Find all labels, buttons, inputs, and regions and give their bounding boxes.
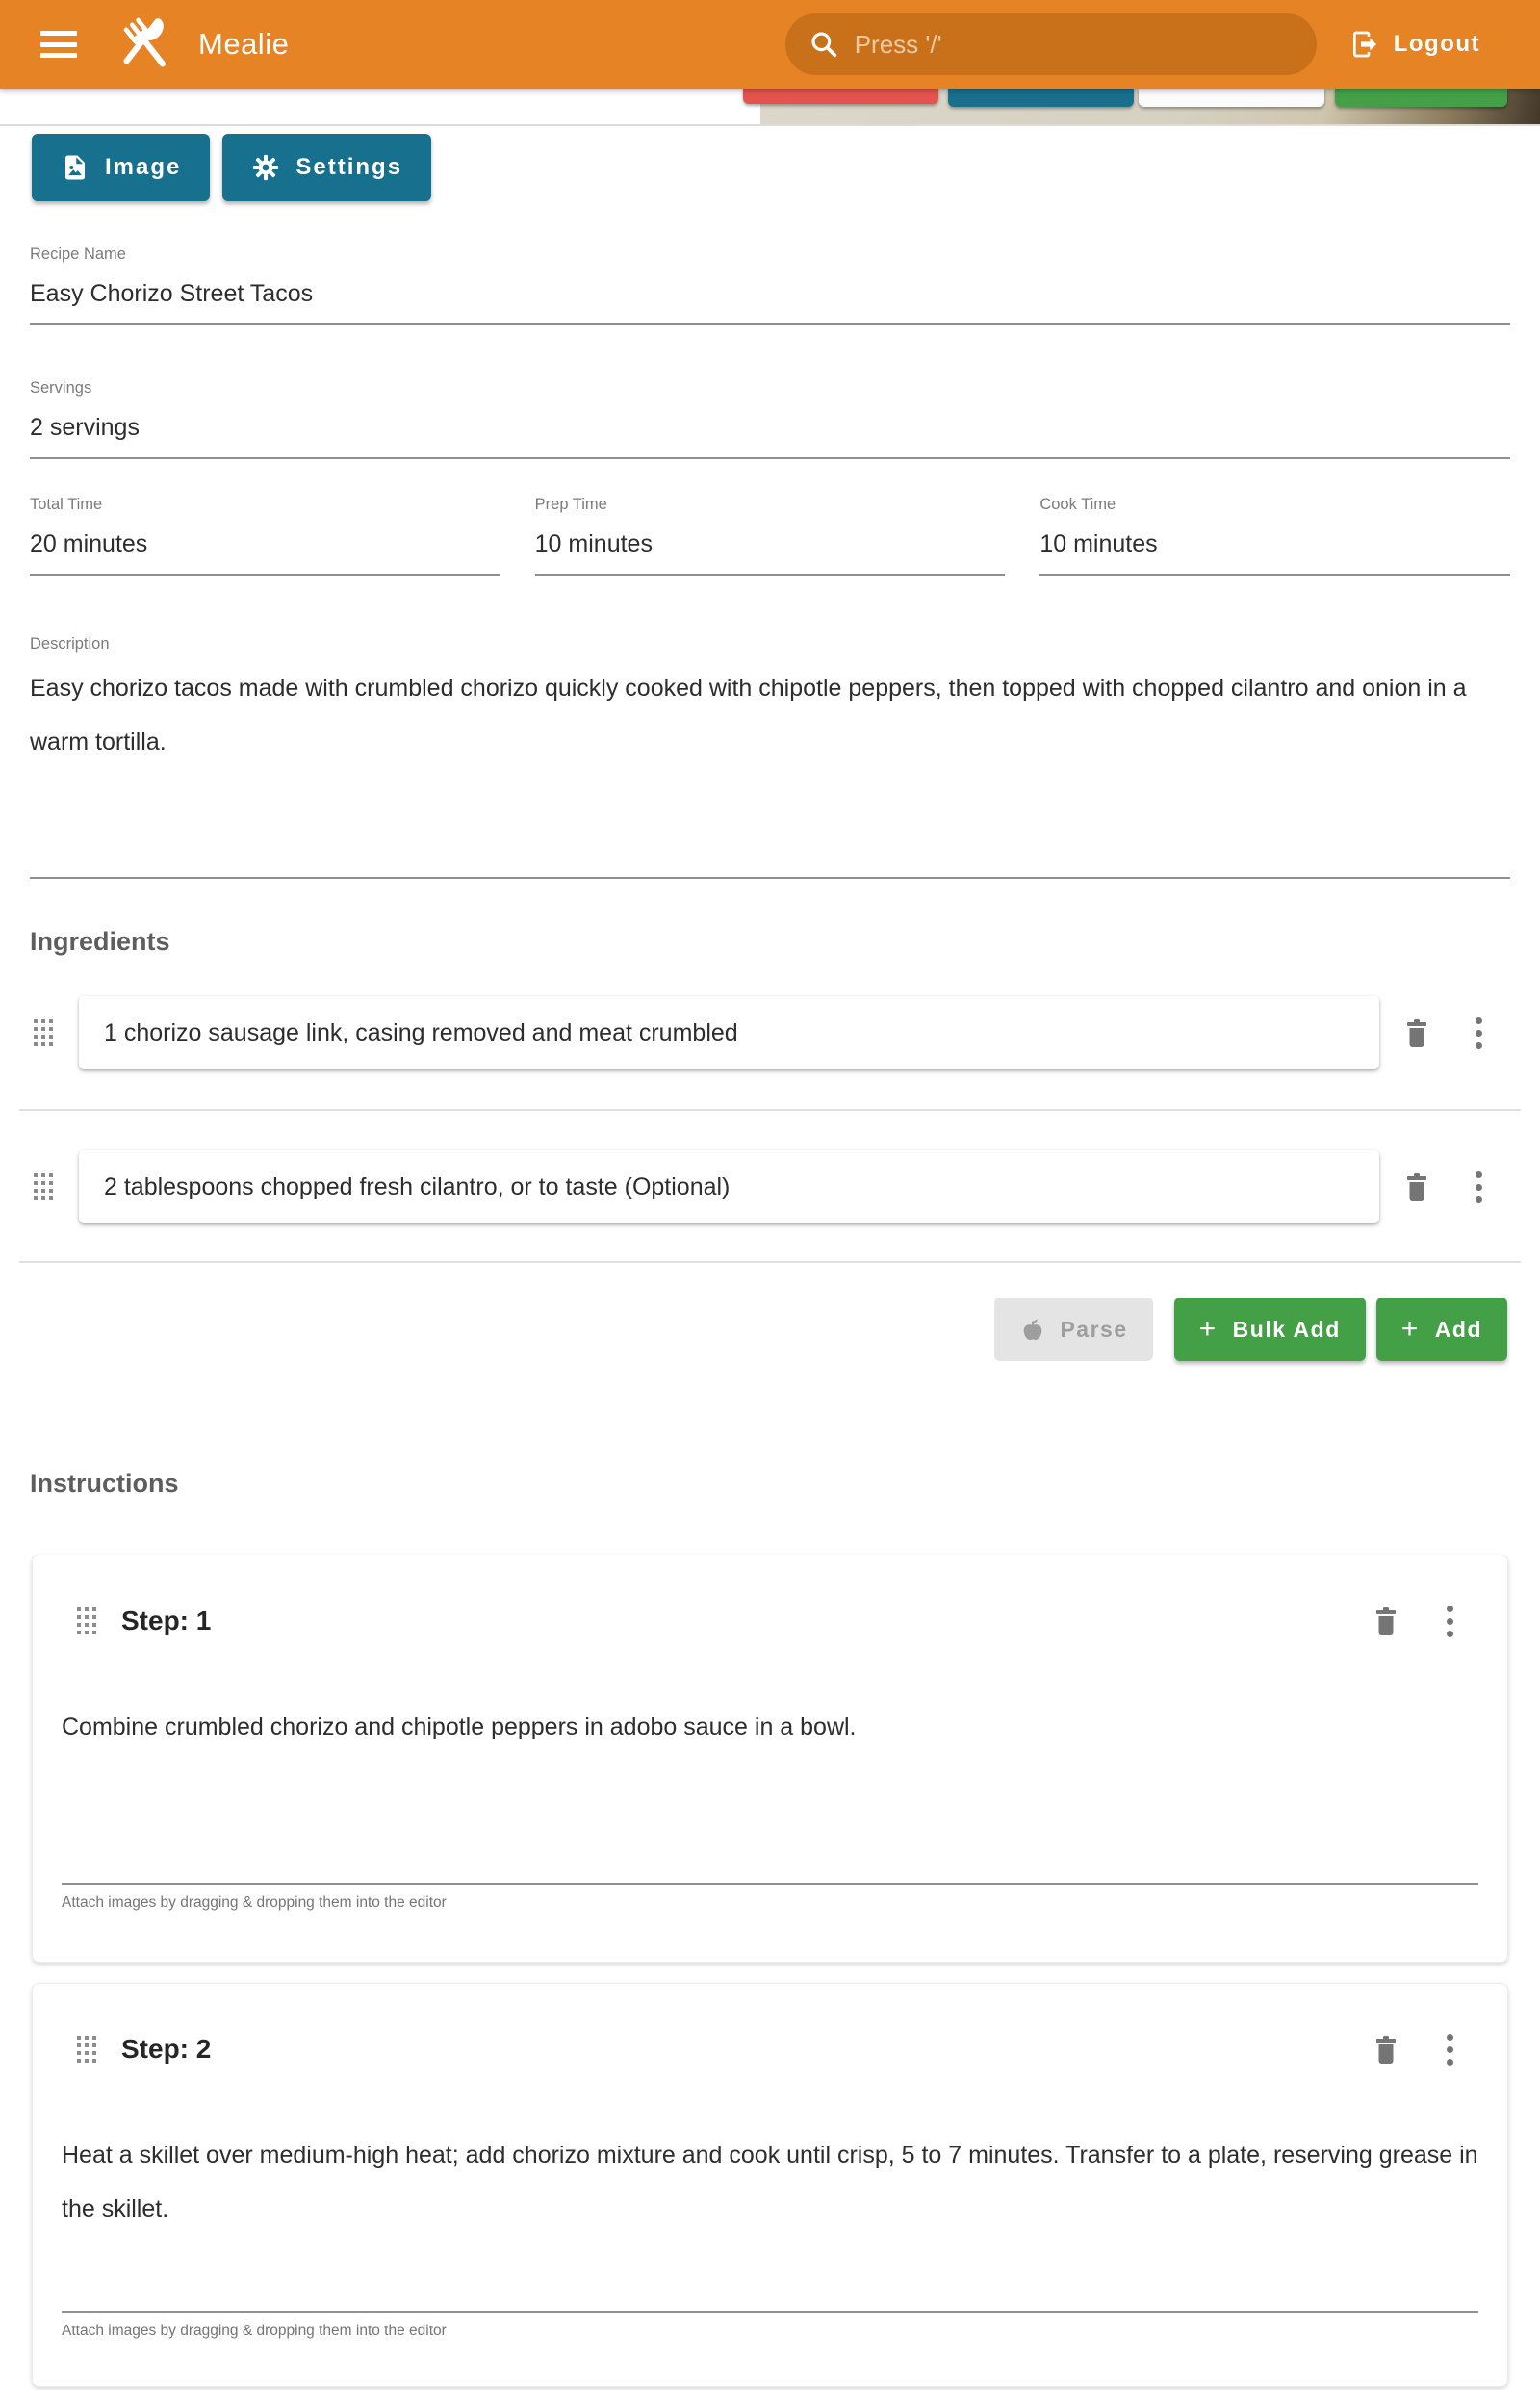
action-button-teal-partial[interactable]: [948, 89, 1134, 107]
prep-time-label: Prep Time: [534, 496, 607, 513]
trash-icon: [1402, 1016, 1431, 1049]
search-input[interactable]: [855, 30, 1294, 60]
ingredients-heading: Ingredients: [30, 927, 170, 956]
servings-field: [30, 379, 1510, 459]
file-image-icon: [61, 153, 90, 182]
logout-button[interactable]: [1349, 29, 1480, 60]
bulk-add-button[interactable]: [1174, 1298, 1366, 1361]
recipe-editor: [0, 126, 1540, 2387]
divider: [62, 1883, 1478, 1885]
drag-handle-icon[interactable]: [77, 2036, 96, 2063]
parse-button-label: Parse: [1060, 1316, 1128, 1342]
ingredient-row: [34, 996, 1482, 1069]
search-icon: [808, 29, 839, 60]
prep-time-field: [535, 496, 1006, 576]
action-button-green-partial[interactable]: [1335, 89, 1507, 107]
ingredient-more-options-button[interactable]: [1476, 1171, 1482, 1203]
action-button-red-partial[interactable]: [743, 89, 938, 104]
kebab-menu-icon: [1447, 2034, 1453, 2041]
total-time-label: Total Time: [30, 496, 103, 513]
apple-icon: [1019, 1316, 1046, 1343]
ingredient-input[interactable]: [104, 1019, 1354, 1047]
delete-step-button[interactable]: [1372, 1605, 1400, 1637]
cook-time-input[interactable]: 10 minutes: [1040, 527, 1510, 576]
attach-images-hint: Attach images by dragging & dropping them into the editor: [62, 2323, 447, 2339]
divider: [19, 1109, 1521, 1111]
total-time-field: [30, 496, 500, 576]
delete-ingredient-button[interactable]: [1402, 1170, 1431, 1203]
trash-icon: [1372, 2033, 1400, 2066]
ingredient-card: [79, 1150, 1379, 1223]
description-input[interactable]: Easy chorizo tacos made with crumbled chorizo quickly cooked with chipotle peppers, then topped with chopped cilantro and onion in a warm tortilla.: [30, 661, 1510, 879]
recipe-name-label: Recipe Name: [30, 245, 126, 263]
image-button-label: Image: [105, 154, 182, 180]
ingredient-row: [34, 1150, 1482, 1223]
search-bar[interactable]: [785, 13, 1317, 75]
settings-button[interactable]: [222, 134, 431, 201]
trash-icon: [1402, 1170, 1431, 1203]
time-fields-row: [30, 496, 1510, 576]
delete-step-button[interactable]: [1372, 2033, 1400, 2066]
servings-label: Servings: [30, 379, 92, 397]
divider: [62, 2311, 1478, 2313]
instruction-step-card: [32, 1983, 1508, 2387]
servings-input[interactable]: 2 servings: [30, 411, 1510, 459]
description-field: [30, 635, 1510, 879]
parse-button[interactable]: [994, 1298, 1152, 1361]
gear-icon: [251, 153, 280, 182]
divider: [19, 1261, 1521, 1263]
cook-time-label: Cook Time: [1040, 496, 1116, 513]
step-header: [77, 2030, 1453, 2069]
kebab-menu-icon: [1476, 1171, 1482, 1178]
app-title: Mealie: [198, 27, 290, 61]
settings-button-label: Settings: [295, 154, 403, 180]
cook-time-field: [1040, 496, 1510, 576]
instructions-heading: Instructions: [30, 1469, 179, 1498]
drag-handle-icon[interactable]: [34, 1173, 53, 1200]
step-title: Step: 2: [121, 2034, 212, 2064]
total-time-input[interactable]: 20 minutes: [30, 527, 500, 576]
kebab-menu-icon: [1447, 1606, 1453, 1612]
editor-toolbar: [32, 134, 1540, 201]
drag-handle-icon[interactable]: [77, 1607, 96, 1634]
plus-icon: +: [1400, 1313, 1420, 1345]
step-header: [77, 1602, 1453, 1640]
ingredient-more-options-button[interactable]: [1476, 1017, 1482, 1049]
bulk-add-button-label: Bulk Add: [1232, 1316, 1341, 1342]
prep-time-input[interactable]: 10 minutes: [535, 527, 1006, 576]
delete-ingredient-button[interactable]: [1402, 1016, 1431, 1049]
drag-handle-icon[interactable]: [34, 1019, 53, 1046]
attach-images-hint: Attach images by dragging & dropping them into the editor: [62, 1894, 447, 1911]
ingredient-input[interactable]: [104, 1173, 1354, 1201]
action-button-white-partial[interactable]: [1139, 89, 1324, 107]
logout-icon: [1349, 29, 1380, 60]
step-title: Step: 1: [121, 1606, 212, 1635]
image-button[interactable]: [32, 134, 210, 201]
recipe-name-field: [30, 245, 1510, 325]
add-button-label: Add: [1434, 1316, 1482, 1342]
kebab-menu-icon: [1476, 1017, 1482, 1024]
silverware-logo-icon: [116, 13, 179, 76]
app-bar: [0, 0, 1540, 89]
trash-icon: [1372, 1605, 1400, 1637]
plus-icon: +: [1198, 1313, 1218, 1345]
ingredient-actions: [0, 1298, 1507, 1361]
recipe-name-input[interactable]: Easy Chorizo Street Tacos: [30, 277, 1510, 325]
step-more-options-button[interactable]: [1447, 2034, 1453, 2066]
logout-label: Logout: [1393, 31, 1480, 57]
instruction-step-card: [32, 1555, 1508, 1963]
add-button[interactable]: [1376, 1298, 1507, 1361]
ingredient-card: [79, 996, 1379, 1069]
menu-icon[interactable]: [40, 31, 77, 58]
step-more-options-button[interactable]: [1447, 1606, 1453, 1637]
step-text-editor[interactable]: Combine crumbled chorizo and chipotle peppers in adobo sauce in a bowl.: [62, 1713, 857, 1740]
step-text-editor[interactable]: Heat a skillet over medium-high heat; add chorizo mixture and cook until crisp, 5 to 7 minutes. Transfer to a plate, reserving grease in the skillet.: [62, 2142, 1478, 2223]
description-label: Description: [30, 635, 110, 653]
